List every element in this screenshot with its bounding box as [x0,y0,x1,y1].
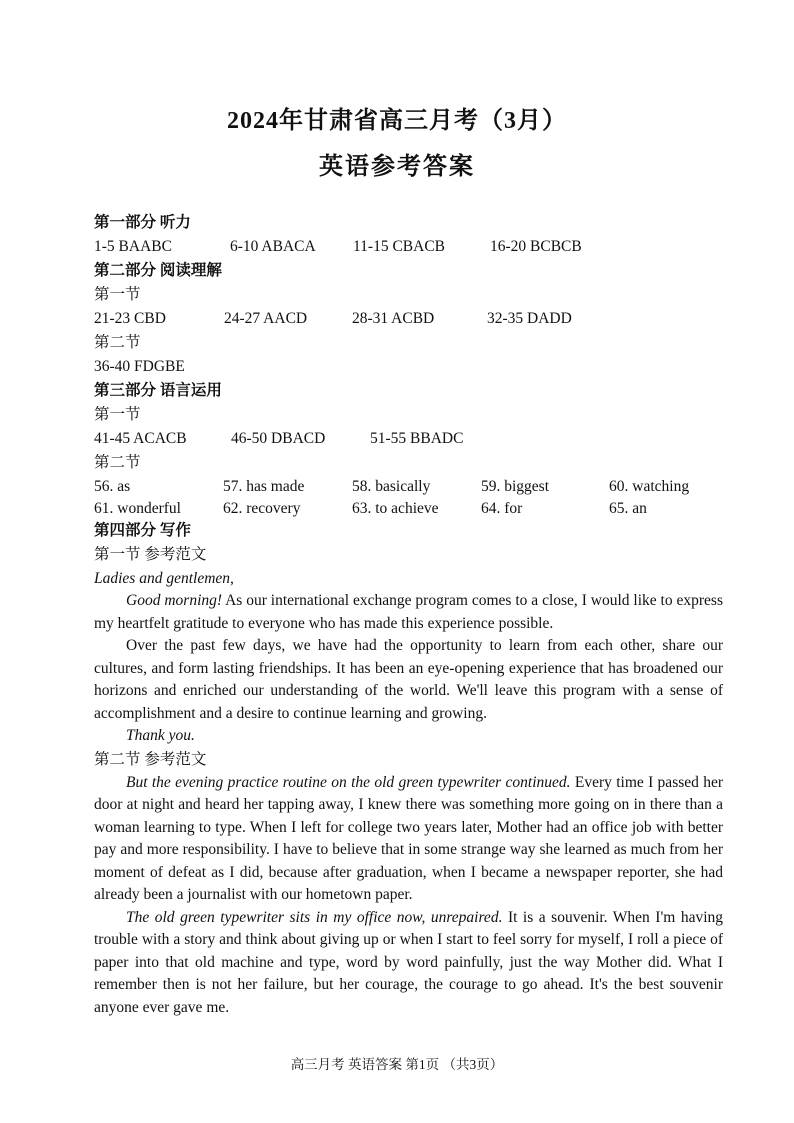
part3-section1-answers-row [94,427,723,451]
part1-answers-row [94,235,723,259]
part3-section2-label: 第二节 [94,454,141,471]
answer-group: 24-27 AACD [224,310,308,327]
fill-answer: 61. wonderful [94,500,181,517]
fill-answer: 59. biggest [481,478,550,495]
essay1-paragraph-2: Over the past few days, we have had the opportunity to learn from each other, share our cultures, and form lasting friendships. It has been an eye-opening experience that has broadened our horizons and enriched our understanding of the world. We'll leave this program with a sense of accomplishment and a desire to continue learning and growing. [94,637,723,722]
essay1-closing: Thank you. [126,727,195,744]
answer-group: 32-35 DADD [487,310,572,327]
part4-section1-label: 第一节 参考范文 [94,546,207,563]
answer-group: 46-50 DBACD [231,430,326,447]
part3-section2-row1 [94,475,723,497]
answer-group: 21-23 CBD [94,310,166,327]
fill-answer: 58. basically [352,478,431,495]
page-subtitle: 英语参考答案 [319,154,475,180]
answer-group: 41-45 ACACB [94,430,187,447]
part4-section2-label: 第二节 参考范文 [94,750,207,768]
part3-heading: 第三部分 语言运用 [94,382,222,399]
fill-answer: 64. for [481,500,523,517]
part2-section2-label: 第二节 [94,334,141,351]
page-title: 2024年甘肃省高三月考（3月） [227,108,567,134]
fill-answer: 60. watching [609,478,690,495]
part3-section1-label: 第一节 [94,406,141,423]
answer-group: 11-15 CBACB [353,238,446,255]
part3-section2-row2 [94,497,723,519]
fill-answer: 65. an [609,500,647,517]
essay1-greeting: Good morning! [126,592,223,609]
part2-section2-answers-row [94,355,723,379]
fill-answer: 63. to achieve [352,500,439,517]
essay2-p2-opening: The old green typewriter sits in my office now, unrepaired. [126,908,503,926]
essay2-paragraph-1 [94,772,723,907]
page-footer: 高三月考 英语答案 第1页 （共3页） [290,1057,504,1072]
answer-group: 16-20 BCBCB [490,238,582,255]
essay1-salutation: Ladies and gentlemen, [94,570,234,587]
essay1-p1-text: As our international exchange program comes to a close, I would like to express my heartfelt gratitude to everyone who has made this experience possible. [94,592,723,632]
part2-section1-label: 第一节 [94,286,141,303]
essay2-p1-text: Every time I passed her door at night and heard her tapping away, I knew there was something more going on in there than a woman learning to type. When I left for college two years later, Mother had an office job with better pay and more responsibility. I have to believe that in some strange way she learned as much from her moment of defeat as I did, because after graduation, when I became a newspaper reporter, she had already been a journalist with our hometown paper. [94,773,723,903]
part1-heading: 第一部分 听力 [94,214,191,231]
fill-answer: 62. recovery [223,500,301,517]
answer-group: 1-5 BAABC [94,238,172,255]
part4-heading: 第四部分 写作 [94,522,191,539]
fill-answer: 56. as [94,478,131,495]
answer-group: 6-10 ABACA [230,238,316,255]
fill-answer: 57. has made [223,478,305,495]
part2-heading: 第二部分 阅读理解 [94,262,222,279]
essay2-p1-opening: But the evening practice routine on the old green typewriter continued. [126,773,571,791]
essay2-paragraph-2 [94,907,723,1020]
essay2-p2-text: It is a souvenir. When I'm having trouble with a story and think about giving up or when I start to feel sorry for myself, I roll a piece of paper into that old machine and type, word by word painfully, just the way Mother did. What I remember then is not her failure, but her courage, the courage to go ahead. It's the best souvenir anyone ever gave me. [94,908,724,1016]
essay1-paragraph-1 [94,590,723,635]
answer-group: 51-55 BBADC [370,430,464,447]
answer-group: 28-31 ACBD [352,310,435,327]
part2-section1-answers-row [94,307,723,331]
answer-group: 36-40 FDGBE [94,358,185,375]
answer-content [94,211,723,1019]
